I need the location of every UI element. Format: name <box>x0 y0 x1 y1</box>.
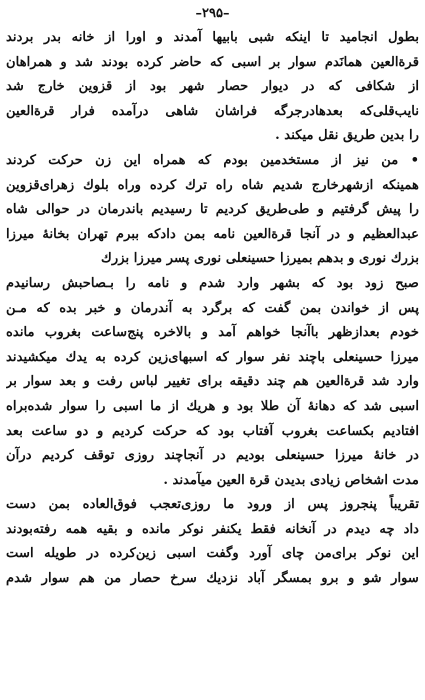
text-line: میرزا حسینعلی باچند نفر سوار که اسبهای‌زین کرده به یدك میکشیدند <box>6 349 419 365</box>
text-line: صبح زود بود که بشهر وارد شدم و نامه را بـصاحبش رسانیدم <box>6 275 419 291</box>
text-line: در خانهٔ میرزا حسینعلی بودیم در آنجاچند روزی توقف کردیم درآن <box>6 448 419 464</box>
text-line: را بدین طریق نقل میکند . <box>275 128 419 144</box>
text-line: نایب‌قلی‌که بعدهادرجرگه فراشان شاهی درآمده فرار قرةالعین <box>6 103 419 119</box>
text-line: از شکافی که در دیوار حصار شهر بود از قزوین خارج شد <box>6 79 419 95</box>
text-line: بطول انجامید تا اینکه شبی بابیها آمدند و اورا از خانه بدر بردند <box>6 30 419 45</box>
text-line: وارد شد قرةالعین هم چند دقیقه برای تغییر لباس رفت و بعد سوار بر <box>6 374 419 390</box>
text-line: داد چه دیدم در آنخانه فقط یکنفر نوکر مانده و بقیه همه رفته‌بودند <box>6 521 419 537</box>
text-line: را پیش گرفتیم و طی‌طریق کردیم تا رسیدیم باندرمان در حوالی شاه <box>6 202 419 218</box>
text-line: مدت اشخاص زیادی بدیدن قرة العین میآمدند . <box>163 472 419 488</box>
text-line: تقریباً پنجروز پس از ورود ما روزی‌تعجب فوق‌العاده بمن دست <box>6 497 419 513</box>
text-line: افتادیم بکساعت بغروب آفتاب بود که حرکت کردیم و دو ساعت بعد <box>6 423 419 439</box>
text-line: این نوکر برای‌من چای آورد وگفت اسبی زین‌کرده در طویله است <box>6 546 419 562</box>
text-line: سوار شو و برو بمسگر آباد نزدیك سرخ حصار من هم سوار شدم <box>6 571 419 587</box>
text-line: قرةالعین همانَدم سوار بر اسبی که حاضر کرده بودند شد و همراهان <box>6 54 419 70</box>
text-line: اسبی شد که دهانهٔ آن طلا بود و هریك از ما اسبی را سوار شده‌براه <box>6 398 419 414</box>
text-line: خودم بعدازظهر باآنجا خواهم آمد و بالاخره پنج‌ساعت بغروب مانده <box>6 325 419 341</box>
text-line: • من نیز از مستخدمین بودم که همراه این زن حرکت کردند <box>6 152 419 168</box>
text-line: همینکه ازشهرخارج شدیم شاه راه ترك کرده وراه بلوك زهرای‌قزوین <box>6 177 419 193</box>
body-text <box>6 26 419 592</box>
text-line: پس از خواندن بمن گفت که برگرد به آندرمان و خبر بده که مـن <box>6 300 419 316</box>
text-line: عبدالعظیم و در آنجا قرةالعین نامه بمن دادکه ببرم تهران بخانهٔ میرزا <box>6 226 419 242</box>
page-number: –۲۹۵– <box>195 6 230 21</box>
text-line: بزرك نوری و بدهم بمیرزا حسینعلی نوری پسر میرزا بزرك <box>101 251 419 267</box>
